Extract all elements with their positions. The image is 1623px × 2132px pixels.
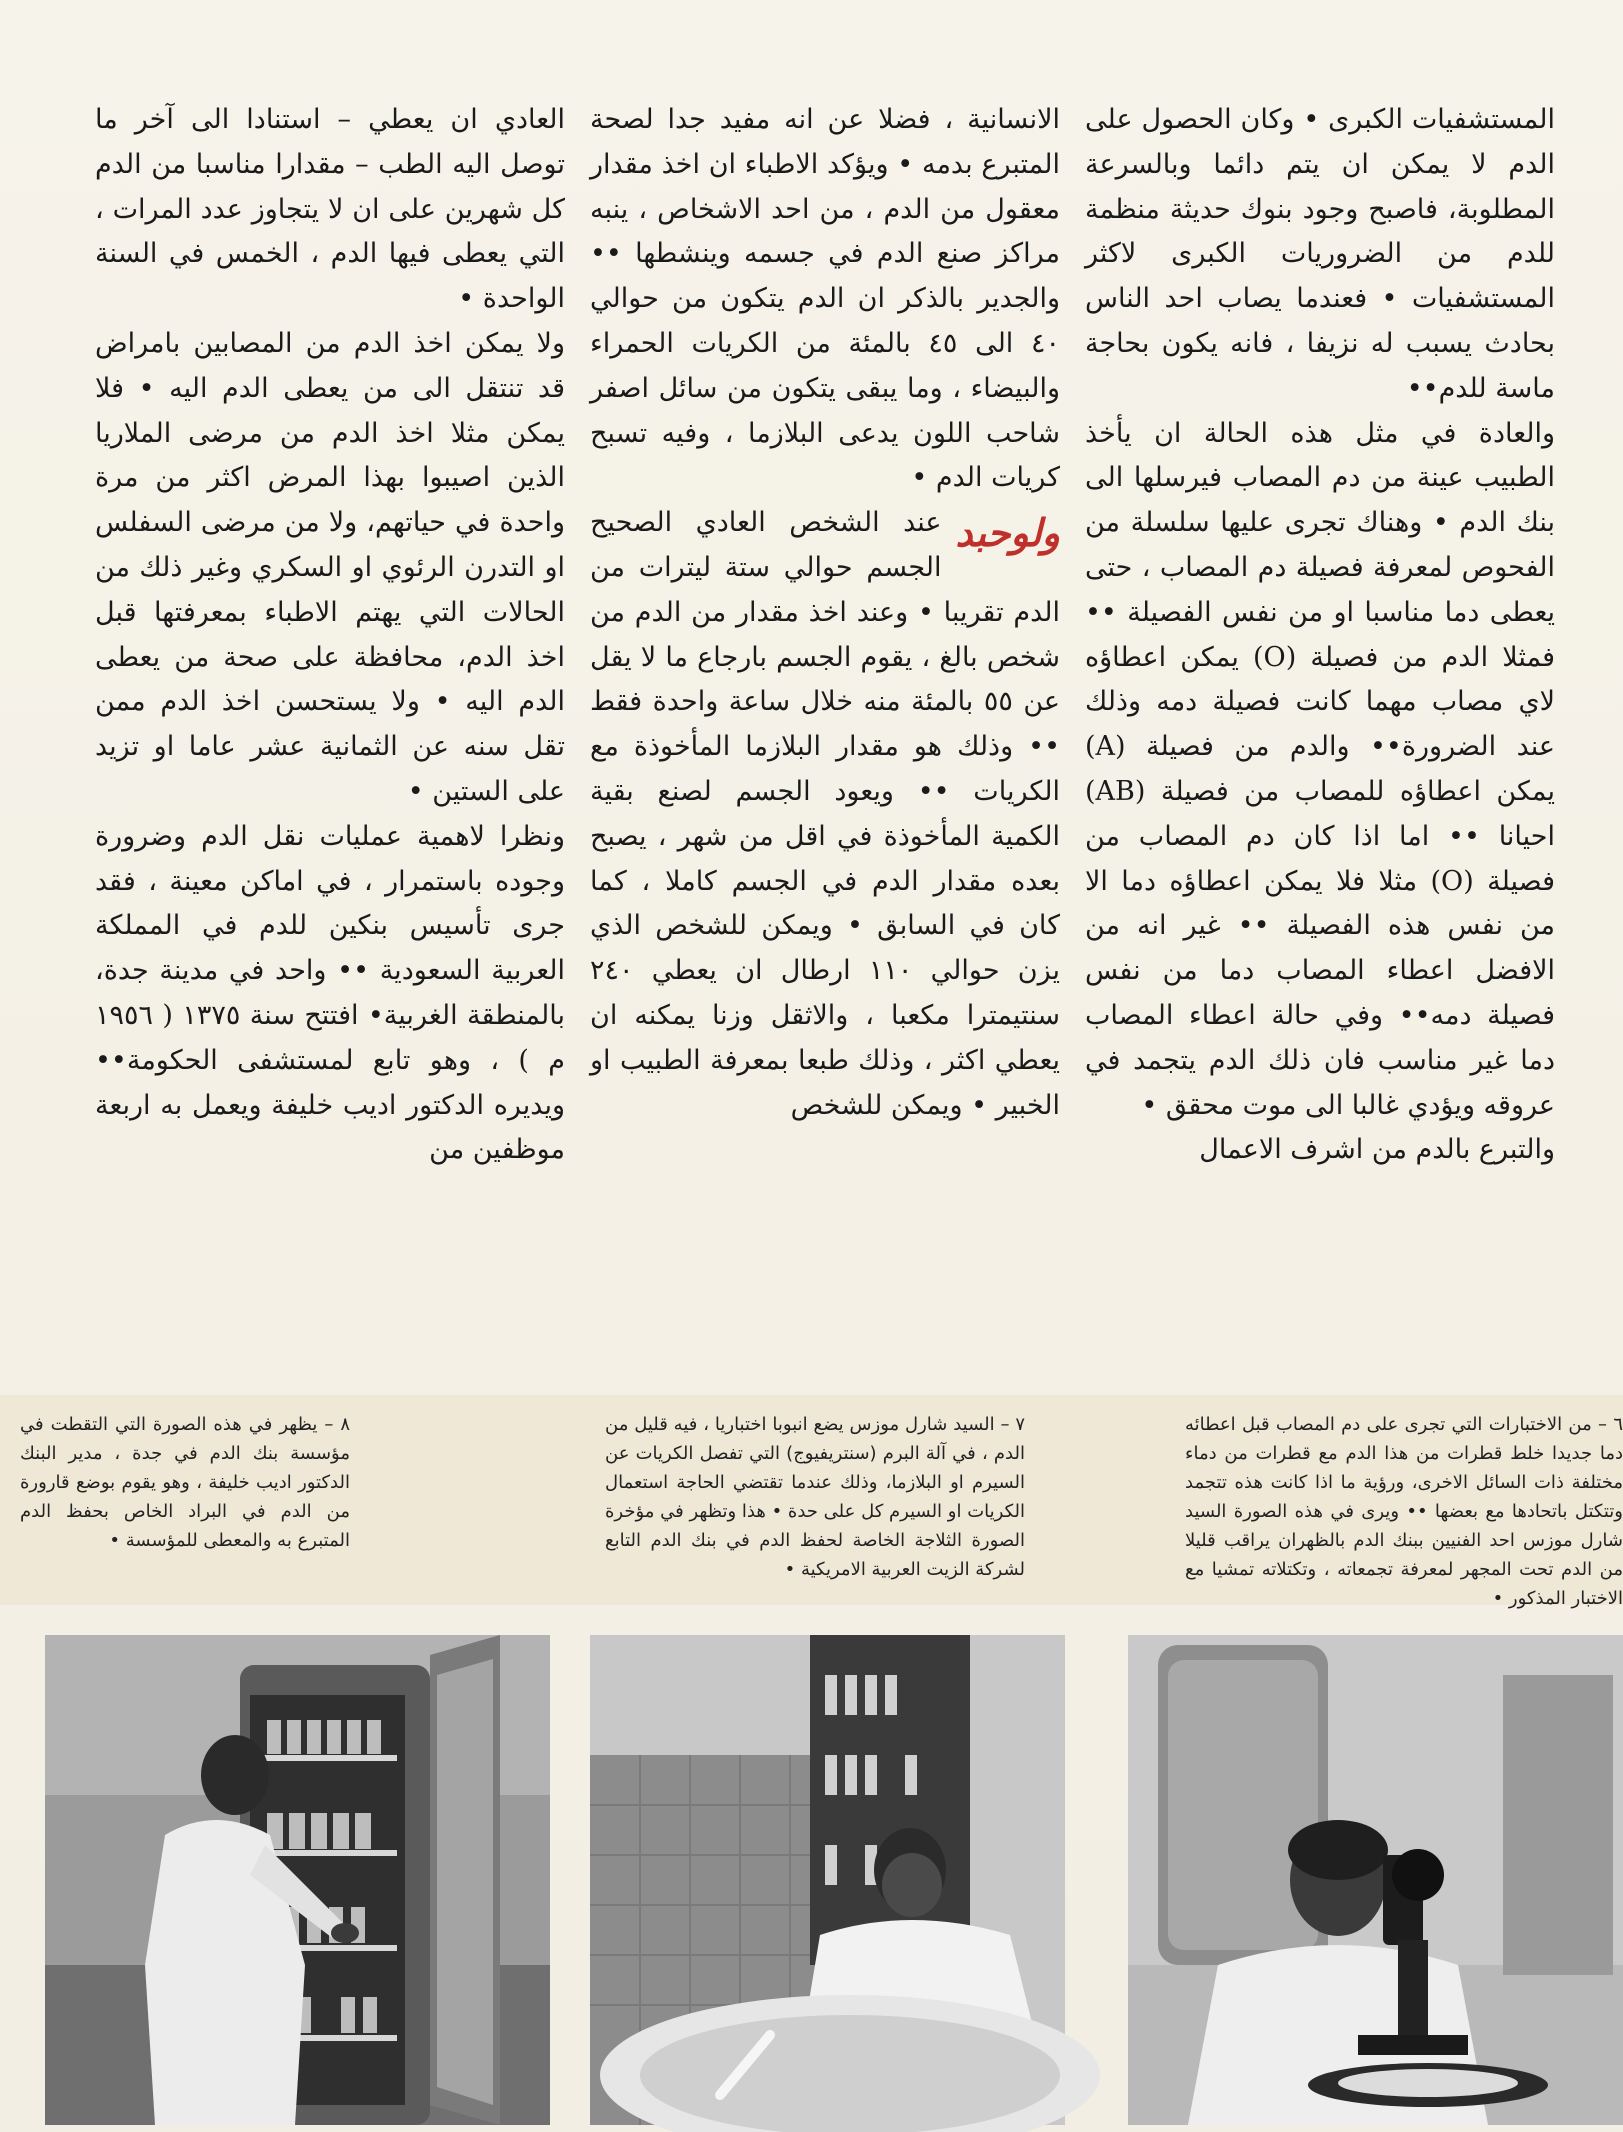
refrigerator-photo — [45, 1635, 550, 2125]
article-column-1 — [1085, 98, 1555, 1338]
refrigerator-photo-image — [45, 1635, 550, 2125]
paragraph: المستشفيات الكبرى • وكان الحصول على الدم لا يمكن ان يتم دائما وبالسرعة المطلوبة، فاصبح وجود بنوك حديثة منظمة للدم من الضروريات الكبرى لاكثر المستشفيات • فعندما يصاب احد الناس بحادث يسبب له نزيفا ، فانه يكون بحاجة ماسة للدم•• — [1085, 104, 1555, 404]
paragraph: الانسانية ، فضلا عن انه مفيد جدا لصحة المتبرع بدمه • ويؤكد الاطباء ان اخذ مقدار معقول من الدم ، من احد الاشخاص ، ينبه مراكز صنع الدم في جسمه وينشطها •• والجدير بالذكر ان الدم يتكون من حوالي ٤٠ الى ٤٥ بالمئة من الكريات الحمراء والبيضاء ، وما يبقى يتكون من سائل اصفر شاحب اللون يدعى البلازما ، وفيه تسبح كريات الدم • — [590, 104, 1060, 494]
centrifuge-photo — [590, 1635, 1065, 2125]
article-column-2 — [590, 98, 1060, 1338]
paragraph-text: عند الشخص العادي الصحيح الجسم حوالي ستة ليترات من الدم تقريبا • وعند اخذ مقدار من الدم من شخص بالغ ، يقوم الجسم بارجاع ما لا يقل عن ٥٥ بالمئة منه خلال ساعة واحدة فقط •• وذلك هو مقدار البلازما المأخوذة مع الكريات •• ويعود الجسم لصنع بقية الكمية المأخوذة في اقل من شهر ، يصبح بعده مقدار الدم في الجسم كاملا ، كما كان في السابق • ويمكن للشخص الذي يزن حوالي ١١٠ ارطال ان يعطي ٢٤٠ سنتيمترا مكعبا ، والاثقل وزنا يمكنه ان يعطي اكثر ، وذلك طبعا بمعرفة الطبيب او الخبير • ويمكن للشخص — [590, 507, 1061, 1121]
microscope-photo-image — [1128, 1635, 1623, 2125]
paragraph: والتبرع بالدم من اشرف الاعمال — [1199, 1134, 1555, 1166]
paragraph: ولا يمكن اخذ الدم من المصابين بامراض قد تنتقل الى من يعطى الدم اليه • فلا يمكن مثلا اخذ الدم من مرضى الملاريا الذين اصيبوا بهذا المرض اكثر من مرة واحدة في حياتهم، ولا من مرضى السفلس او التدرن الرئوي او السكري وغير ذلك من الحالات التي يهتم الاطباء بمعرفتها قبل اخذ الدم، محافظة على صحة من يعطى الدم اليه • ولا يستحسن اخذ الدم ممن تقل سنه عن الثمانية عشر عاما او تزيد على الستين • — [95, 327, 565, 807]
paragraph: والعادة في مثل هذه الحالة ان يأخذ الطبيب عينة من دم المصاب فيرسلها الى بنك الدم • وهناك تجرى عليها سلسلة من الفحوص لمعرفة فصيلة دم المصاب ، حتى يعطى دما مناسبا او من نفس الفصيلة •• فمثلا الدم من فصيلة (O) يمكن اعطاؤه لاي مصاب مهما كانت فصيلة دمه وذلك عند الضرورة•• والدم من فصيلة (A) يمكن اعطاؤه للمصاب من فصيلة (AB) احيانا •• اما اذا كان دم المصاب من فصيلة (O) مثلا فلا يمكن اعطاؤه دما الا من نفس هذه الفصيلة •• غير انه من الافضل اعطاء المصاب دما من نفس فصيلة دمه•• وفي حالة اعطاء المصاب دما غير مناسب فان ذلك الدم يتجمد في عروقه ويؤدي غالبا الى موت محقق • — [1085, 417, 1556, 1121]
section-subheading: ولوحبد — [955, 510, 1060, 556]
paragraph: ونظرا لاهمية عمليات نقل الدم وضرورة وجوده باستمرار ، في اماكن معينة ، فقد جرى تأسيس بنكين للدم في المملكة العربية السعودية •• واحد في مدينة جدة، بالمنطقة الغربية• افتتح سنة ١٣٧٥ ( ١٩٥٦ م ) ، وهو تابع لمستشفى الحكومة•• ويديره الدكتور اديب خليفة ويعمل به اربعة موظفين من — [95, 820, 565, 1166]
microscope-photo — [1128, 1635, 1623, 2125]
caption-photo-7: ٧ – السيد شارل موزس يضع انبوبا اختباريا ، فيه قليل من الدم ، في آلة البرم (سنتريفيوج) التي تفصل الكريات عن السيرم او البلازما، وذلك عندما تقتضي الحاجة استعمال الكريات او السيرم كل على حدة • هذا وتظهر في مؤخرة الصورة الثلاجة الخاصة لحفظ الدم في بنك الدم التابع لشركة الزيت العربية الامريكية • — [605, 1414, 1025, 1580]
caption-photo-8: ٨ – يظهر في هذه الصورة التي التقطت في مؤسسة بنك الدم في جدة ، مدير البنك الدكتور اديب خليفة ، وهو يقوم بوضع قارورة من الدم في البراد الخاص بحفظ الدم المتبرع به والمعطى للمؤسسة • — [20, 1414, 350, 1551]
paragraph-with-subheading — [590, 501, 1060, 1128]
article-column-3 — [95, 98, 565, 1338]
caption-photo-6: ٦ – من الاختبارات التي تجرى على دم المصاب قبل اعطائه دما جديدا خلط قطرات من هذا الدم مع قطرات من دماء مختلفة ذات السائل الاخرى، ورؤية ما اذا كانت هذه تتجمد وتتكتل باتحادها مع بعضها •• ويرى في هذه الصورة السيد شارل موزس احد الفنيين ببنك الدم بالظهران يراقب قليلا من الدم تحت المجهر لمعرفة تجمعاته ، وتكتلاته تمشيا مع الاختبار المذكور • — [1185, 1414, 1623, 1609]
paragraph: العادي ان يعطي – استنادا الى آخر ما توصل اليه الطب – مقدارا مناسبا من الدم كل شهرين على ان لا يتجاوز عدد المرات ، التي يعطى فيها الدم ، الخمس في السنة الواحدة • — [95, 104, 565, 315]
centrifuge-photo-image — [590, 1635, 1065, 2125]
